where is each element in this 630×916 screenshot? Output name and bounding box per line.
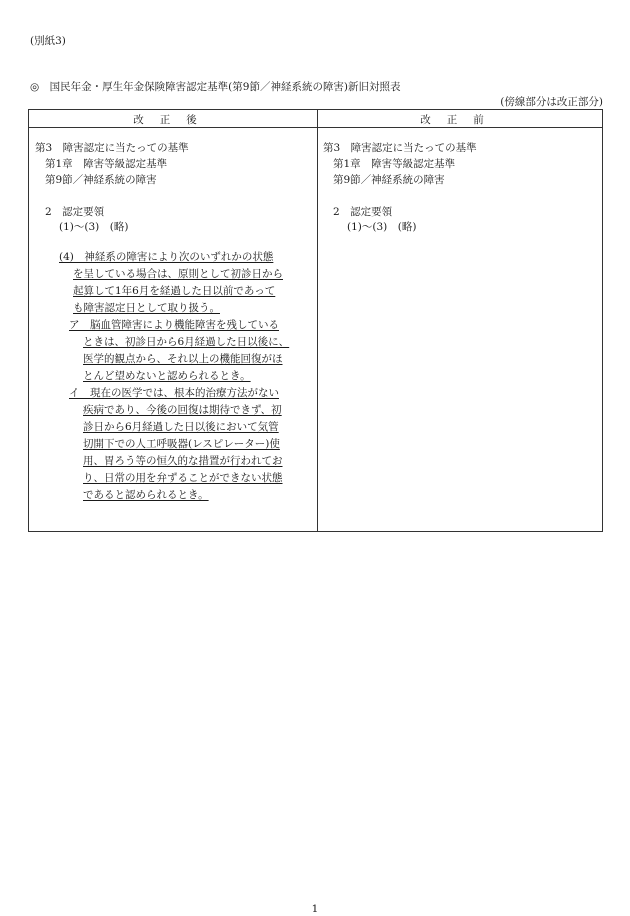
item4-line: (4) 神経系の障害により次のいずれかの状態 <box>59 251 274 263</box>
column-header-old: 改正前 <box>420 114 500 126</box>
item4-line: も障害認定日として取り扱う。 <box>73 302 220 314</box>
column-header-new: 改正後 <box>133 114 213 126</box>
new-heading: 2 認定要領 <box>45 206 105 218</box>
old-section: 第3 障害認定に当たっての基準 <box>323 142 477 154</box>
document-title: ◎ 国民年金・厚生年金保険障害認定基準(第9節／神経系統の障害)新旧対照表 <box>30 81 401 93</box>
old-heading: 2 認定要領 <box>333 206 393 218</box>
item-a-line: ときは、初診日から6月経過した日以後に、 <box>83 336 290 348</box>
item-i-line: 疾病であり、今後の回復は期待できず、初 <box>83 404 282 416</box>
new-chapter: 第1章 障害等級認定基準 <box>45 158 168 170</box>
item-i-line: り、日常の用を弁ずることができない状態 <box>83 472 283 484</box>
new-section: 第3 障害認定に当たっての基準 <box>35 142 189 154</box>
item4-line: 起算して1年6月を経過した日以前であって <box>73 285 276 297</box>
header-divider <box>29 127 602 128</box>
old-chapter: 第1章 障害等級認定基準 <box>333 158 456 170</box>
item-i-line: であると認められるとき。 <box>83 489 209 501</box>
item-a-line: 医学的観点から、それ以上の機能回復がほ <box>83 353 283 365</box>
attachment-label: (別紙3) <box>30 35 66 47</box>
new-ref: (1)～(3) (略) <box>59 221 129 233</box>
column-divider <box>317 110 318 531</box>
item-i-line: 診日から6月経過した日以後において気管 <box>83 421 279 433</box>
old-node: 第9節／神経系統の障害 <box>333 174 445 186</box>
new-node: 第9節／神経系統の障害 <box>45 174 157 186</box>
comparison-table <box>28 109 603 532</box>
underline-note: (傍線部分は改正部分) <box>500 96 603 108</box>
item-a-line: ア 脳血管障害により機能障害を残している <box>69 319 279 331</box>
item-i-line: 切開下での人工呼吸器(レスピレーター)使 <box>83 438 280 450</box>
item4-line: を呈している場合は、原則として初診日から <box>73 268 283 280</box>
item-a-line: とんど望めないと認められるとき。 <box>83 370 251 382</box>
page-number: 1 <box>311 903 319 915</box>
item-i-line: イ 現在の医学では、根本的治療方法がない <box>69 387 279 399</box>
item-i-line: 用、胃ろう等の恒久的な措置が行われてお <box>83 455 283 467</box>
old-ref: (1)～(3) (略) <box>347 221 417 233</box>
